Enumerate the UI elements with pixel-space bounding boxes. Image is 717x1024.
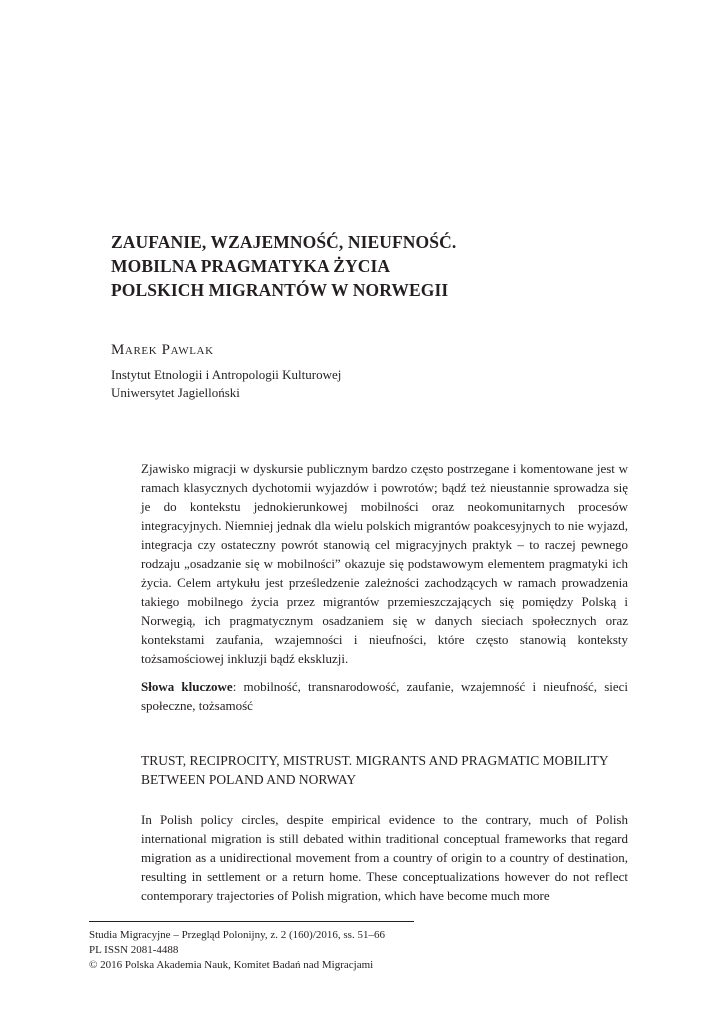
keywords-text: : mobilność, transnarodowość, zaufanie, wzajemność i nieufność, sieci społeczne, tożsamość bbox=[141, 679, 629, 713]
abstract-pl: Zjawisko migracji w dyskursie publicznym bardzo często postrzegane i komentowane jest w ramach klasycznych dychotomii wyjazdów i powrotów; bądź też nieustannie sprowadza się je do kontekstu jednokierunkowej mobilności oraz neokomunitarnych procesów integracyjnych. Niemniej jednak dla wielu polskich migrantów poakcesyjnych to nie wyjazd, integracja czy ostateczny powrót stanowią cel migracyjnych praktyk – to raczej pewnego rodzaju „osadzanie się w mobilności” okazuje się podstawowym elementem pragmatyki ich życia. Celem artykułu jest prześledzenie zależności zachodzących w ramach prowadzenia takiego mobilnego życia przez migrantów przemieszczających się pomiędzy Polską i Norwegią, ich pragmatycznym osadzaniem się w danych sieciach społecznych oraz kontekstami zaufania, wzajemności i nieufności, które często stanowią konteksty tożsamościowej inkluzji bądź ekskluzji. bbox=[141, 461, 628, 666]
english-title-line: BETWEEN POLAND AND NORWAY bbox=[141, 772, 357, 787]
footnote-divider bbox=[89, 921, 414, 922]
affiliation-university: Uniwersytet Jagielloński bbox=[111, 385, 240, 400]
english-title-line: TRUST, RECIPROCITY, MISTRUST. MIGRANTS AND PRAGMATIC MOBILITY bbox=[141, 753, 609, 768]
abstract-en: In Polish policy circles, despite empirical evidence to the contrary, much of Polish international migration is still debated within traditional conceptual frameworks that regard migration as a unidirectional movement from a country of origin to a country of destination, resulting in settlement or a return home. These conceptualizations however do not reflect contemporary trajectories of Polish migration, which have become much more bbox=[141, 812, 628, 903]
article-title bbox=[111, 230, 651, 302]
title-line: ZAUFANIE, WZAJEMNOŚĆ, NIEUFNOŚĆ. bbox=[111, 232, 457, 252]
english-title bbox=[141, 751, 628, 789]
journal-footer bbox=[89, 928, 385, 973]
footer-issn: PL ISSN 2081-4488 bbox=[89, 944, 179, 956]
affiliation-institute: Instytut Etnologii i Antropologii Kulturowej bbox=[111, 367, 342, 382]
author-affiliation bbox=[111, 366, 341, 402]
footer-copyright: © 2016 Polska Akademia Nauk, Komitet Badań nad Migracjami bbox=[89, 959, 374, 971]
footer-citation: Studia Migracyjne – Przegląd Polonijny, z. 2 (160)/2016, ss. 51–66 bbox=[89, 929, 385, 941]
keywords bbox=[141, 677, 628, 715]
title-line: POLSKICH MIGRANTÓW W NORWEGII bbox=[111, 280, 449, 300]
keywords-label: Słowa kluczowe bbox=[141, 679, 233, 694]
author-name: Marek Pawlak bbox=[111, 342, 214, 358]
title-line: MOBILNA PRAGMATYKA ŻYCIA bbox=[111, 256, 391, 276]
